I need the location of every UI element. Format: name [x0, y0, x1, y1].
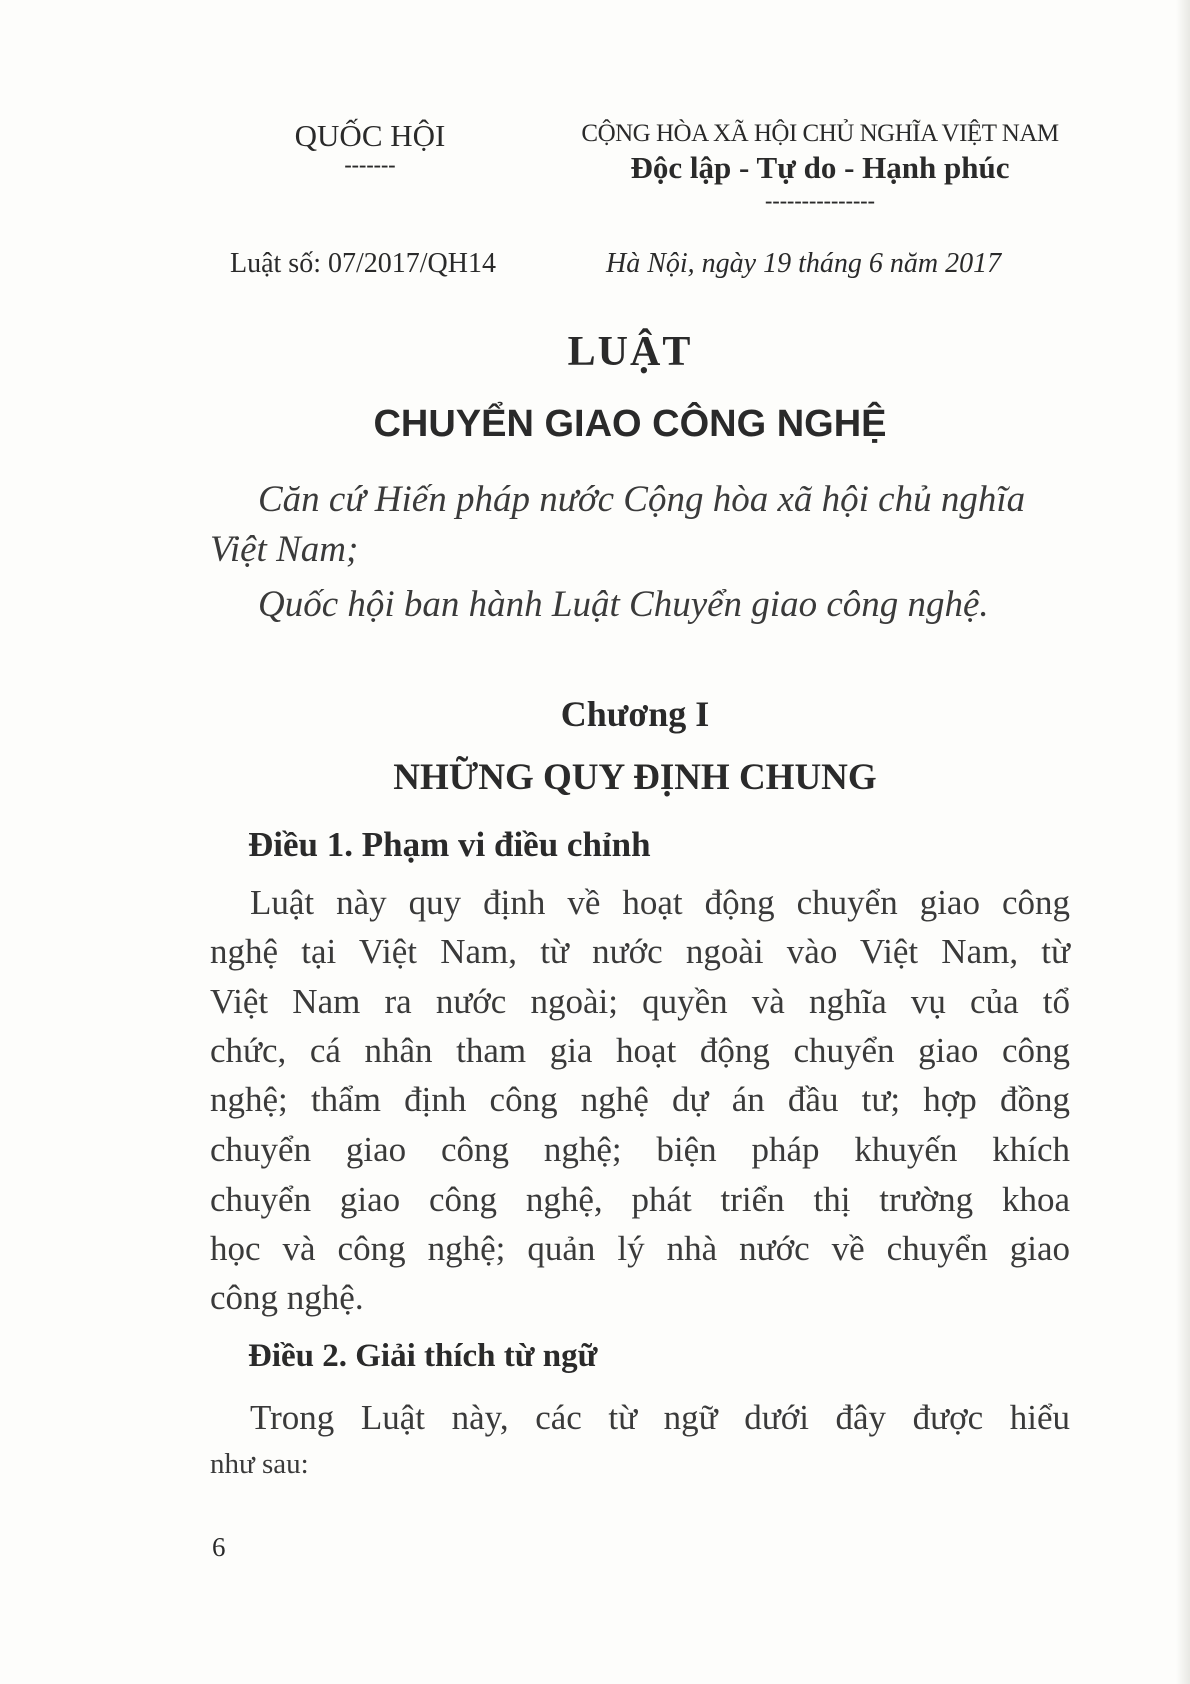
chapter-title: NHỮNG QUY ĐỊNH CHUNG	[393, 757, 877, 798]
document-title: CHUYỂN GIAO CÔNG NGHỆ	[373, 403, 887, 445]
article-line: công nghệ.	[210, 1278, 364, 1317]
article-line: nghệ tại Việt Nam, từ nước ngoài vào Việt Nam, từ	[210, 932, 1070, 971]
article-line: Trong Luật này, các từ ngữ dưới đây được hiểu	[250, 1398, 1070, 1437]
motto: Độc lập - Tự do - Hạnh phúc	[630, 150, 1010, 185]
country-name: CỘNG HÒA XÃ HỘI CHỦ NGHĨA VIỆT NAM	[581, 120, 1059, 147]
article-line: nghệ; thẩm định công nghệ dự án đầu tư; hợp đồng	[210, 1080, 1070, 1119]
document-type: LUẬT	[567, 329, 693, 375]
motto-rule: ---------------	[765, 188, 875, 213]
preamble-line: Việt Nam;	[210, 529, 359, 570]
page-edge-shadow	[1176, 0, 1190, 1684]
issuer-name: QUỐC HỘI	[294, 118, 446, 153]
preamble-line: Căn cứ Hiến pháp nước Cộng hòa xã hội chủ nghĩa	[258, 479, 1026, 520]
article-line: như sau:	[210, 1448, 309, 1480]
article-heading: Điều 2. Giải thích từ ngữ	[248, 1338, 598, 1374]
article-line: Luật này quy định về hoạt động chuyển giao công	[250, 883, 1070, 922]
article-line: chuyển giao công nghệ, phát triển thị trường khoa	[210, 1180, 1070, 1219]
article-line: chức, cá nhân tham gia hoạt động chuyển giao công	[210, 1031, 1070, 1070]
issuer-rule: -------	[344, 152, 396, 177]
law-number: Luật số: 07/2017/QH14	[230, 248, 496, 279]
page-number: 6	[212, 1532, 226, 1562]
article-line: chuyển giao công nghệ; biện pháp khuyến khích	[210, 1130, 1070, 1169]
article-line: học và công nghệ; quản lý nhà nước về chuyển giao	[210, 1229, 1070, 1268]
chapter-number: Chương I	[560, 694, 710, 734]
place-date: Hà Nội, ngày 19 tháng 6 năm 2017	[606, 248, 1002, 279]
article-line: Việt Nam ra nước ngoài; quyền và nghĩa vụ của tổ	[210, 982, 1070, 1021]
article-heading: Điều 1. Phạm vi điều chỉnh	[248, 825, 651, 864]
preamble-line: Quốc hội ban hành Luật Chuyển giao công nghệ.	[258, 584, 989, 625]
